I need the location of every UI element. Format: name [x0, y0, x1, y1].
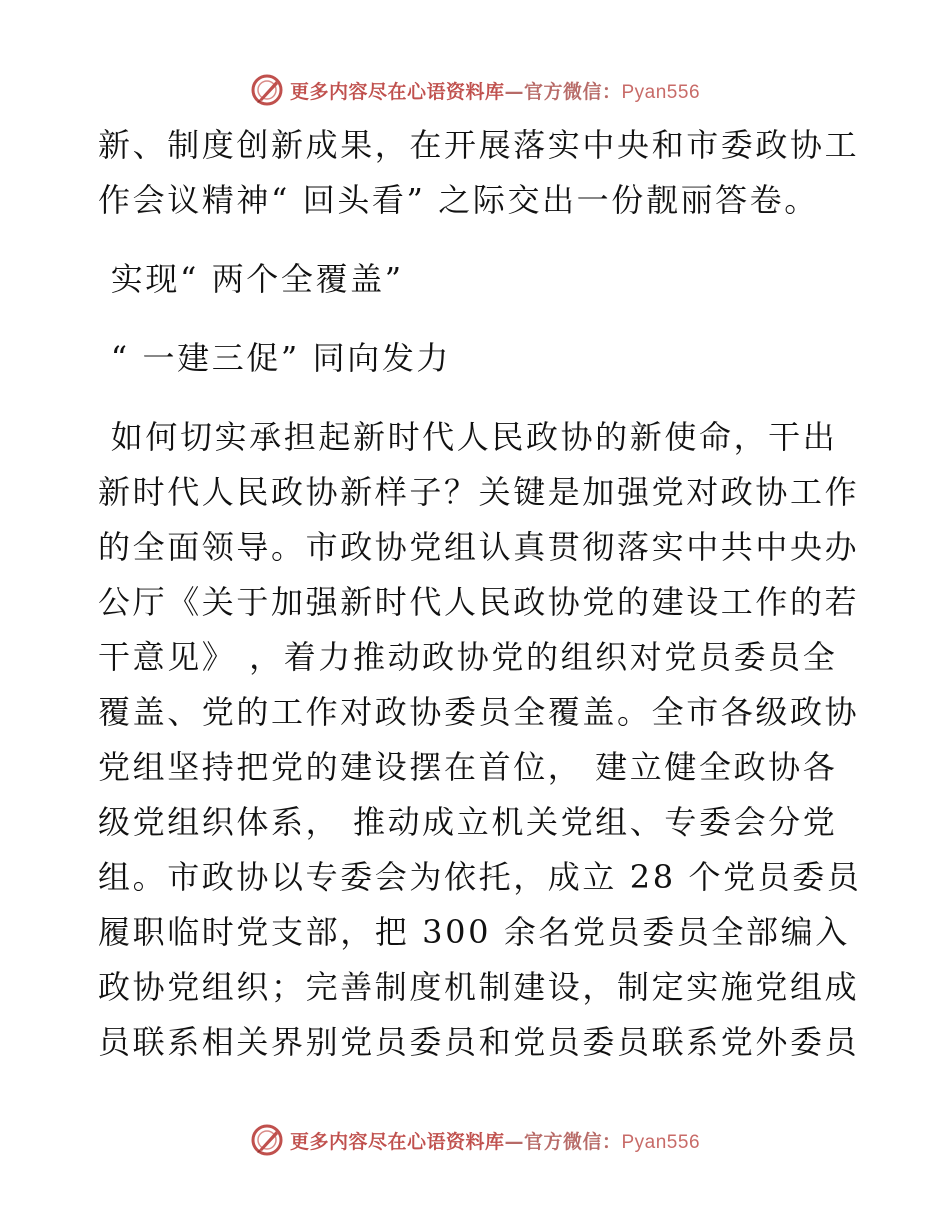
quill-logo-icon: [250, 1123, 284, 1157]
text-line: 级党组织体系， 推动成立机关党组、专委会分党: [98, 803, 838, 841]
text-line: 履职临时党支部，把 300 余名党员委员全部编入: [98, 913, 850, 951]
watermark-official: 官方微信：: [523, 1130, 622, 1153]
section-heading: 实现“ 两个全覆盖”: [98, 260, 404, 298]
text-line: 新、制度创新成果，在开展落实中央和市委政协工: [98, 126, 860, 164]
text-line: 员联系相关界别党员委员和党员委员联系党外委员: [98, 1023, 860, 1061]
watermark-official: 官方微信：: [523, 80, 622, 103]
text-line: 政协党组织；完善制度机制建设，制定实施党组成: [98, 968, 860, 1006]
watermark-header: [0, 70, 950, 110]
watermark-dash: —: [504, 80, 524, 103]
quill-logo-icon: [250, 73, 284, 107]
watermark-brand: 更多内容尽在心语资料库: [289, 80, 505, 103]
text-line: 新时代人民政协新样子？关键是加强党对政协工作: [98, 473, 860, 511]
text-line: 公厅《关于加强新时代人民政协党的建设工作的若: [98, 583, 860, 621]
watermark-text: [290, 77, 700, 104]
text-line: 组。市政协以专委会为依托，成立 28 个党员委员: [98, 858, 862, 896]
section-subheading: “ 一建三促” 同向发力: [98, 339, 452, 377]
text-line: 党组坚持把党的建设摆在首位， 建立健全政协各: [98, 748, 838, 786]
watermark-dash: —: [504, 1130, 524, 1153]
text-line: 如何切实承担起新时代人民政协的新使命，干出: [98, 418, 838, 456]
text-line: 的全面领导。市政协党组认真贯彻落实中共中央办: [98, 528, 860, 566]
watermark-footer: [0, 1120, 950, 1160]
watermark-text: [290, 1127, 700, 1154]
document-body: [98, 118, 862, 1070]
watermark-handle: Pyan556: [621, 81, 701, 103]
text-line: 干意见》 ，着力推动政协党的组织对党员委员全: [98, 638, 838, 676]
text-line: 作会议精神“ 回头看” 之际交出一份靓丽答卷。: [98, 181, 819, 219]
text-line: 覆盖、党的工作对政协委员全覆盖。全市各级政协: [98, 693, 860, 731]
watermark-brand: 更多内容尽在心语资料库: [289, 1130, 505, 1153]
watermark-handle: Pyan556: [621, 1131, 701, 1153]
